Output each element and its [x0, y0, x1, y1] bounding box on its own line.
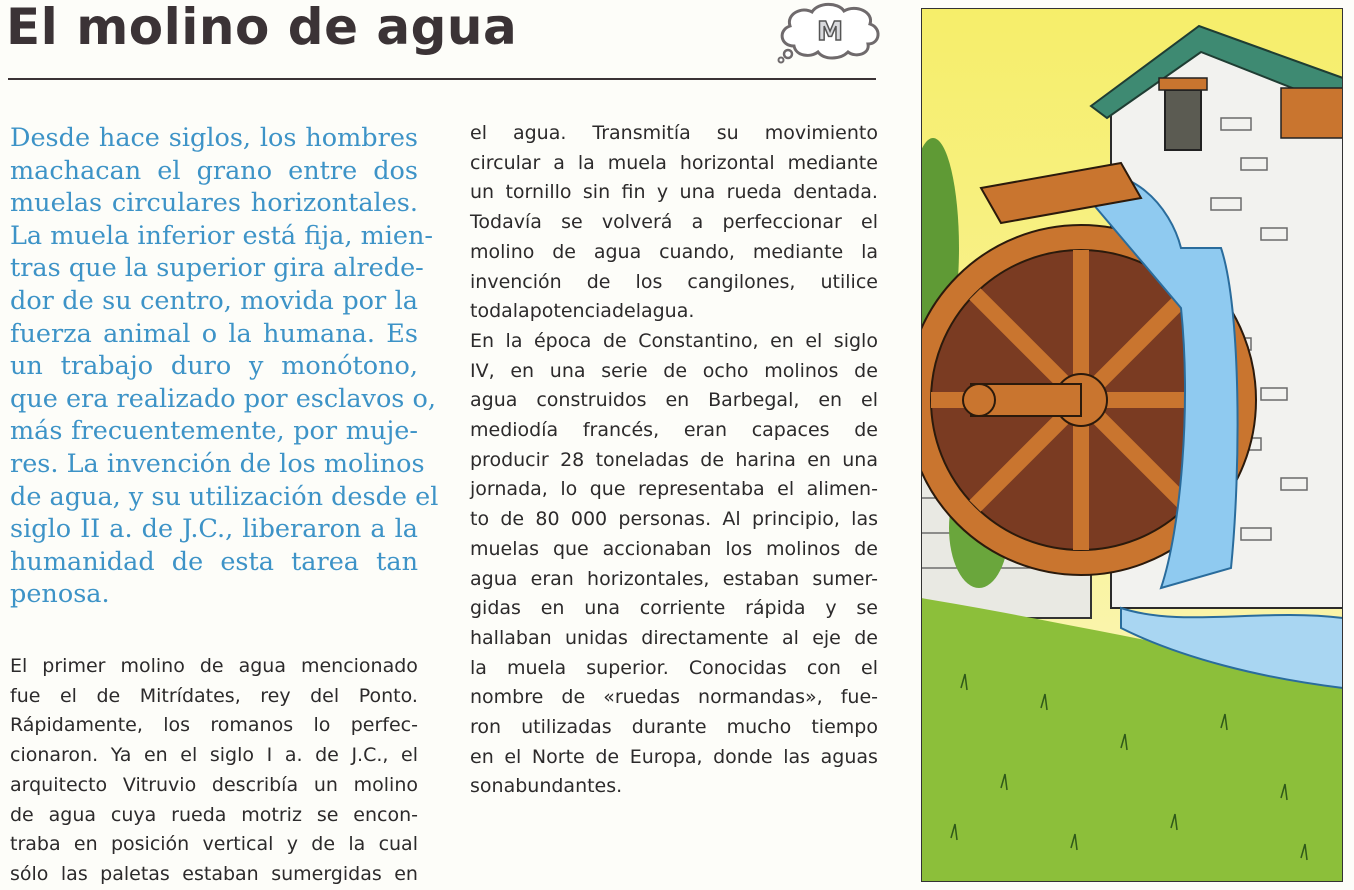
text-column-2: [470, 119, 878, 802]
text-line: El primer molino de agua mencionado: [10, 655, 418, 677]
text-line: Todavía se volverá a perfeccionar el: [470, 211, 878, 234]
intro-line: muelas circulares horizontales.: [10, 188, 418, 219]
text-line: traba en posición vertical y de la cual: [10, 833, 418, 856]
text-line: agua construidos en Barbegal, en el: [470, 389, 878, 412]
intro-line: Desde hace siglos, los hombres: [10, 123, 418, 153]
water-mill-illustration: [921, 8, 1343, 882]
badge-letter: M: [817, 17, 843, 47]
text-line: En la época de Constantino, en el siglo: [470, 329, 878, 352]
text-line: agua eran horizontales, estaban sumer-: [470, 567, 878, 590]
intro-paragraph: [10, 122, 439, 611]
text-line: ron utilizadas durante mucho tiempo: [470, 716, 878, 739]
text-line: molino de agua cuando, mediante la: [470, 240, 878, 263]
text-line: sólo las paletas estaban sumergidas en: [10, 862, 418, 885]
intro-line: humanidad de esta tarea tan: [10, 546, 418, 577]
text-line: un tornillo sin fin y una rueda dentada.: [470, 181, 878, 204]
text-line: IV, en una serie de ocho molinos de: [470, 359, 878, 382]
text-line: son abundantes.: [470, 775, 623, 798]
intro-line: de agua, y su utilización desde el: [10, 481, 439, 512]
page-title: El molino de agua: [6, 0, 518, 56]
intro-line: penosa.: [10, 579, 110, 610]
thought-cloud-icon: [776, 2, 884, 64]
text-line: gidas en una corriente rápida y se: [470, 597, 878, 620]
text-line: Rápidamente, los romanos lo perfec-: [10, 714, 418, 737]
text-line: invención de los cangilones, utilice: [470, 270, 878, 293]
intro-line: machacan el grano entre dos: [10, 155, 418, 186]
intro-line: más frecuentemente, por muje-: [10, 416, 418, 447]
intro-line: siglo II a. de J.C., liberaron a la: [10, 514, 418, 545]
text-line: hallaban unidas directamente al eje de: [470, 626, 878, 649]
text-line: de agua cuya rueda motriz se encon-: [10, 803, 418, 826]
text-line: el agua. Transmitía su movimiento: [470, 122, 878, 144]
intro-line: La muela inferior está fija, mien-: [10, 220, 434, 251]
intro-line: res. La invención de los molinos: [10, 448, 425, 479]
text-line: circular a la muela horizontal mediante: [470, 151, 878, 174]
text-line: mediodía francés, eran capaces de: [470, 419, 878, 442]
intro-line: que era realizado por esclavos o,: [10, 383, 436, 414]
text-line: cionaron. Ya en el siglo I a. de J.C., el: [10, 744, 418, 767]
intro-line: tras que la superior gira alrede-: [10, 253, 424, 284]
text-line: fue el de Mitrídates, rey del Ponto.: [10, 684, 418, 707]
text-line: arquitecto Vitruvio describía un molino: [10, 773, 418, 796]
text-line: toda la potencia del agua.: [470, 300, 695, 323]
text-line: muelas que accionaban los molinos de: [470, 537, 878, 560]
text-column-1: [10, 652, 418, 890]
title-rule: [8, 78, 876, 80]
text-line: la muela superior. Conocidas con el: [470, 656, 878, 679]
intro-line: un trabajo duro y monótono,: [10, 351, 418, 382]
text-line: en el Norte de Europa, donde las aguas: [470, 745, 878, 768]
intro-line: fuerza animal o la humana. Es: [10, 318, 418, 349]
intro-line: dor de su centro, movida por la: [10, 285, 418, 316]
text-line: jornada, lo que representaba el alimen-: [470, 478, 878, 501]
text-line: producir 28 toneladas de harina en una: [470, 448, 878, 471]
text-line: nombre de «ruedas normandas», fue-: [470, 686, 878, 709]
text-line: to de 80 000 personas. Al principio, las: [470, 508, 878, 531]
window: [1165, 90, 1201, 150]
